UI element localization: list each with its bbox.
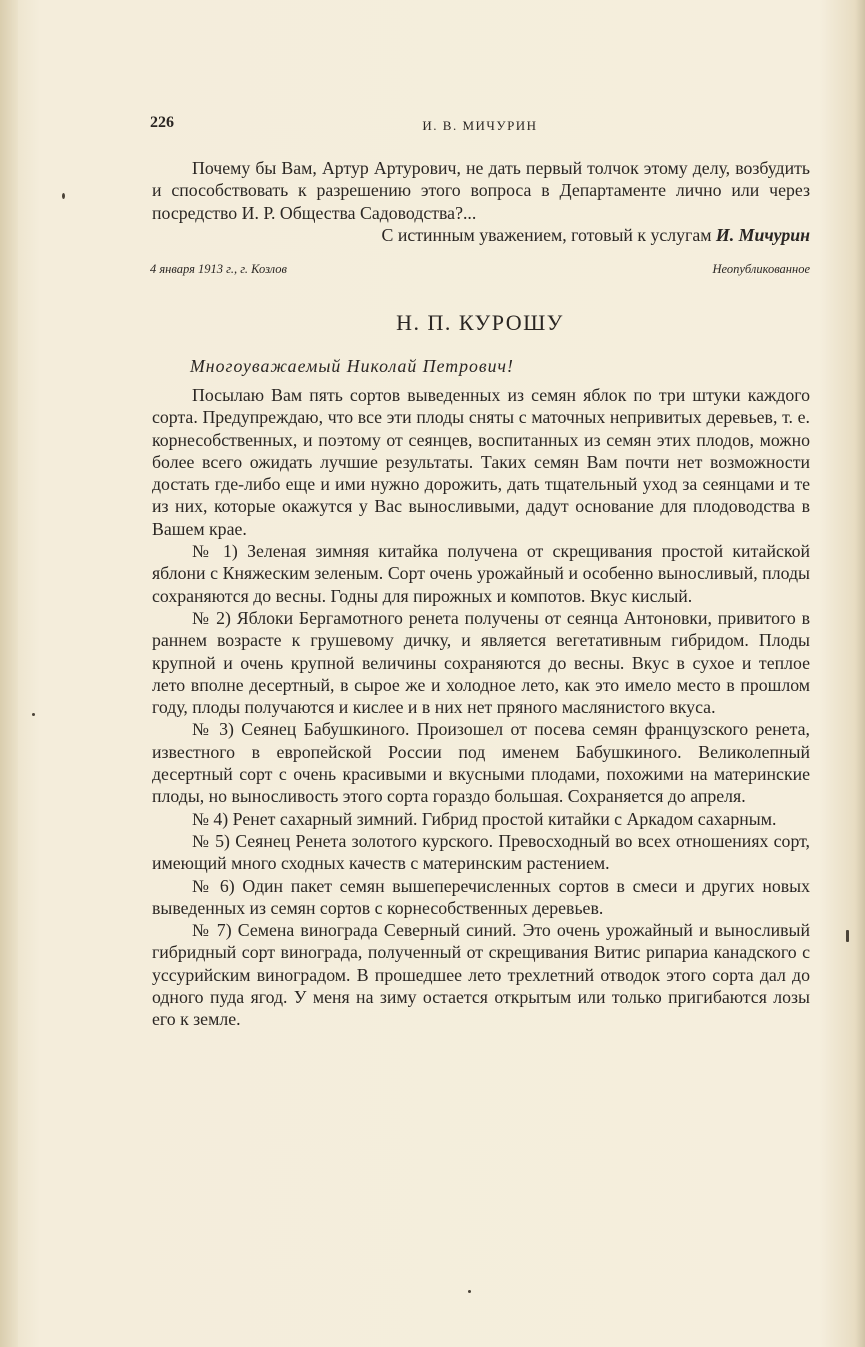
letter-date: 4 января 1913 г., г. Козлов xyxy=(150,262,287,276)
closing-text: С истинным уважением, готовый к услугам xyxy=(381,224,712,245)
scan-speck xyxy=(32,713,35,716)
date-line xyxy=(150,262,810,280)
page-number: 226 xyxy=(150,114,174,131)
item-paragraph-7: № 7) Семена винограда Северный синий. Это очень урожайный и выносливый гибридный сорт винограда, полученный от скрещивания Витис рипариа канадского с уссурийским виноградом. В прошедшее лето трехлетний отводок этого сорта дал до одного пуда ягод. У меня на зиму остается открытым или только пригибаются лозы его к земле. xyxy=(152,920,810,1030)
page-header xyxy=(150,112,810,136)
letter-title: Н. П. КУРОШУ xyxy=(396,310,564,335)
item-paragraph-3: № 3) Сеянец Бабушкиного. Произошел от посева семян французского ренета, известного в европейской России под именем Бабушкиного. Великолепный десертный сорт с очень красивыми и вкусными плодами, похожими на материнские плоды, но выносливость этого сорта гораздо большая. Сохраняется до апреля. xyxy=(152,719,810,807)
item-paragraph-2: № 2) Яблоки Бергамотного ренета получены от сеянца Антоновки, привитого в раннем возрасте к грушевому дичку, и является вегетативным гибридом. Плоды крупной и очень крупной величины сохраняются до весны. Вкус в сухое и теплое лето вполне десертный, в сырое же и холодное лето, как это имело место в прошлом году, плоды получаются и кислее и в них нет пряного маслянистого вкуса. xyxy=(152,607,810,718)
letter-body xyxy=(152,384,810,1031)
previous-letter-ending xyxy=(152,157,810,246)
page-spine-shadow xyxy=(0,0,18,1347)
item-paragraph-1: № 1) Зеленая зимняя китайка получена от скрещивания простой китайской яблони с Княжеским зеленым. Сорт очень урожайный и особенно выносливый, плоды сохраняются до весны. Годны для пирожных и компотов. Вкус кислый. xyxy=(152,541,810,606)
previous-letter-closing xyxy=(152,224,810,246)
item-paragraph-4: № 4) Ренет сахарный зимний. Гибрид простой китайки с Аркадом сахарным. xyxy=(192,808,777,829)
scan-speck xyxy=(468,1290,471,1293)
previous-letter-paragraph: Почему бы Вам, Артур Артурович, не дать первый толчок этому делу, возбудить и способствовать к разрешению этого вопроса в Департаменте лично или через посредство И. Р. Общества Садоводства?... xyxy=(152,158,810,223)
signature: И. Мичурин xyxy=(715,224,810,245)
scan-speck xyxy=(846,930,849,942)
salutation: Многоуважаемый Николай Петрович! xyxy=(190,356,514,376)
scan-speck xyxy=(62,193,65,199)
item-paragraph-6: № 6) Один пакет семян вышеперечисленных сортов в смеси и других новых выведенных из семян сортов с корнесобственных деревьев. xyxy=(152,875,810,918)
running-head: И. В. МИЧУРИН xyxy=(422,118,538,133)
item-paragraph-5: № 5) Сеянец Ренета золотого курского. Превосходный во всех отношениях сорт, имеющий много сходных качеств с материнским растением. xyxy=(152,830,810,874)
intro-paragraph: Посылаю Вам пять сортов выведенных из семян яблок по три штуки каждого сорта. Предупреждаю, что все эти плоды сняты с маточных непривитых деревьев, т. е. корнесобственных, и поэтому от сеянцев, воспитанных из семян этих плодов, можно более всего ожидать лучшие результаты. Таких семян Вам почти нет возможности достать где-либо еще и ими нужно дорожить, дать тщательный уход за сеянцами и те из них, которые окажутся у Вас выносливыми, дадут основание для плодоводства в Вашем крае. xyxy=(152,385,810,539)
publication-status: Неопубликованное xyxy=(712,262,810,276)
